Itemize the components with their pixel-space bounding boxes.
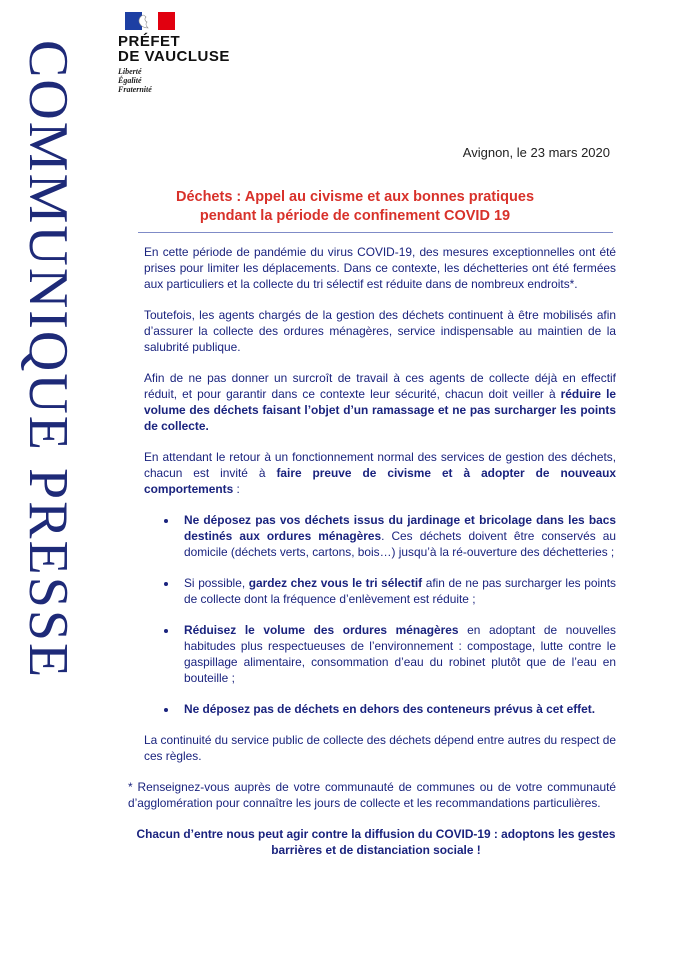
list-item [178, 622, 616, 686]
paragraph-reduce-emphasis: réduire le volume des déchets faisant l’objet d’un ramassage et ne pas surcharger les points de collecte. [144, 387, 616, 433]
banner-text: COMMUNIQUE PRESSE [17, 40, 79, 680]
motto-fraternite: Fraternité [118, 85, 152, 94]
paragraph-continuity: La continuité du service public de collecte des déchets dépend entre autres du respect de ces règles. [144, 733, 616, 763]
bullet-prefix: Si possible, [184, 576, 249, 590]
bullet-emphasis: gardez chez vous le tri sélectif [248, 576, 423, 590]
paragraph-invitation-end: : [233, 482, 240, 496]
bullet-text: en adoptant de nouvelles habitudes plus respectueuses de l’environnement : compostage, lutte contre le gaspillage alimentaire, consommation d’eau du robinet plutôt que de l’eau en bouteille ; [184, 623, 616, 685]
prefet-line2: DE VAUCLUSE [118, 48, 230, 65]
closing-message: Chacun d’entre nous peut agir contre la diffusion du COVID-19 : adoptons les gestes barrières et de distanciation sociale ! [136, 827, 616, 857]
paragraph-reduce [144, 370, 616, 434]
marianne-flag-icon [125, 12, 175, 30]
paragraph-reduce-text: Afin de ne pas donner un surcroît de travail à ces agents de collecte déjà en effectif réduit, et pour garantir dans ce contexte leur sécurité, chacun doit veiller à [144, 371, 616, 401]
list-item [178, 512, 616, 560]
paragraph-context: En cette période de pandémie du virus COVID-19, des mesures exceptionnelles ont été prises pour limiter les déplacements. Dans ce contexte, les déchetteries ont été fermées aux particuliers et la collecte du tri sélectif est réduite dans de nombreux endroits*. [144, 245, 616, 291]
bullet-emphasis: Ne déposez pas vos déchets issus du jardinage et bricolage dans les bacs destinés aux ordures ménagères [184, 513, 616, 543]
communique-presse-banner [2, 40, 102, 940]
document-date: Avignon, le 23 mars 2020 [462, 145, 610, 160]
title-divider [138, 232, 613, 233]
republic-motto [118, 67, 268, 94]
footnote: * Renseignez-vous auprès de votre communauté de communes ou de votre communauté d’agglomération pour connaître les jours de collecte et les recommandations particulières. [128, 780, 616, 810]
prefet-line1: PRÉFET [118, 33, 181, 50]
title-line1: Déchets : Appel au civisme et aux bonnes pratiques [175, 189, 535, 205]
list-item [178, 575, 616, 607]
prefecture-logo [118, 12, 268, 94]
bullet-text: . Ces déchets doivent être conservés au domicile (déchets verts, cartons, bois…) jusqu’à la ré-ouverture des déchetteries ; [184, 529, 616, 559]
prefet-title [118, 34, 268, 64]
paragraph-agents: Toutefois, les agents chargés de la gestion des déchets continuent à être mobilisés afin d’assurer la collecte des ordures ménagères, service indispensable au maintien de la salubrité publique. [144, 308, 616, 354]
document-body [128, 244, 616, 858]
paragraph-invitation-text: En attendant le retour à un fonctionnement normal des services de gestion des déchets, chacun est invité à [144, 450, 616, 480]
document-title [150, 188, 560, 226]
paragraph-invitation [144, 449, 616, 497]
bullet-text: afin de ne pas surcharger les points de collecte dont la fréquence d’enlèvement est réduite ; [184, 576, 616, 606]
title-line2: pendant la période de confinement COVID 19 [199, 208, 511, 224]
motto-egalite: Égalité [118, 76, 142, 85]
recommendation-list [144, 512, 616, 717]
list-item [178, 701, 616, 717]
paragraph-invitation-emphasis: faire preuve de civisme et à adopter de nouveaux comportements [144, 466, 616, 496]
bullet-emphasis: Réduisez le volume des ordures ménagères [184, 623, 459, 637]
motto-liberte: Liberté [118, 67, 142, 76]
bullet-emphasis: Ne déposez pas de déchets en dehors des conteneurs prévus à cet effet. [184, 702, 596, 716]
